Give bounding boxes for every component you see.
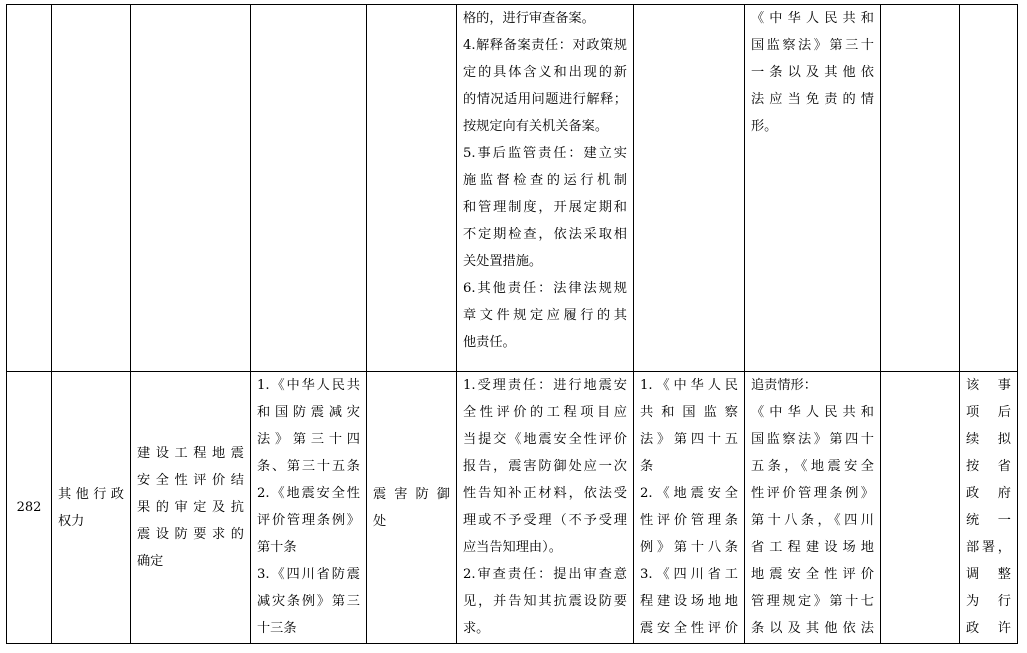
text-line: 和管理制度，开展定期和: [463, 200, 627, 215]
responsibility-table: [6, 4, 1018, 644]
text-line: 他责任。: [463, 335, 516, 350]
text-line: 1.受理责任：进行地震安: [463, 378, 627, 393]
item-cell: [131, 372, 251, 644]
text-line: 2.《地震安全性: [257, 486, 360, 501]
text-line: 性评价管理条例》: [751, 486, 874, 501]
text-line: 按省: [966, 459, 1011, 474]
text-line: 项后: [966, 405, 1011, 420]
text-line: 震设防要求的: [137, 527, 244, 542]
text-line: 2.《地震安全: [640, 486, 738, 501]
item-cell: [131, 5, 251, 372]
category-text: [52, 481, 130, 535]
text-line: 全性评价的工程项目应: [463, 405, 627, 420]
text-line: 6.其他责任：法律法规规: [463, 281, 627, 296]
text-line: 减灾条例》第三: [257, 594, 360, 609]
basis-cell: [251, 5, 367, 372]
responsibility-basis-cell: [634, 5, 745, 372]
text-line: 其他行政: [58, 486, 124, 502]
text-line: 共和国监察: [640, 405, 738, 420]
text-line: 1.《中华人民: [640, 378, 738, 393]
text-line: 确定: [137, 554, 164, 569]
text-line: 施监督检查的运行机制: [463, 173, 627, 188]
text-line: 1.《中华人民共: [257, 378, 360, 393]
text-line: 不定期检查，依法采取相: [463, 227, 627, 242]
other-cell: [881, 5, 960, 372]
text-line: 法应当免责的情: [751, 92, 874, 107]
text-line: 第十八条，《四川: [751, 513, 874, 528]
text-line: 省工程建设场地: [751, 540, 874, 555]
category-cell: [52, 5, 131, 372]
other-cell: [881, 372, 960, 644]
text-line: 评价管理条例》: [257, 513, 360, 528]
text-line: 形。: [751, 119, 778, 134]
text-line: 3.《四川省防震: [257, 567, 360, 582]
text-line: 按规定向有关机关备案。: [463, 119, 609, 134]
department-cell: [367, 372, 457, 644]
text-line: 法》第三十四: [257, 432, 360, 447]
text-line: 地震安全性评价: [751, 567, 874, 582]
responsibility-basis-cell: [634, 372, 745, 644]
text-line: 报告，震害防御处应一次: [463, 459, 627, 474]
responsibility-text: [457, 372, 633, 642]
text-line: 部署，: [966, 540, 1011, 555]
text-line: 管理规定》第十七: [751, 594, 874, 609]
text-line: 求。: [463, 621, 490, 636]
basis-text: [251, 372, 366, 642]
basis-cell: [251, 372, 367, 644]
text-line: 国监察法》第三十: [751, 38, 874, 53]
text-line: 为行: [966, 594, 1011, 609]
text-line: 震安全性评价: [640, 621, 738, 636]
text-line: 十三条: [257, 621, 297, 636]
text-line: 政府: [966, 486, 1011, 501]
accountability-text: [745, 5, 880, 140]
remark-cell: [960, 5, 1018, 372]
text-line: 关处置措施。: [463, 254, 543, 269]
accountability-cell: [745, 5, 881, 372]
text-line: 处: [373, 513, 387, 529]
text-line: 4.解释备案责任：对政策规: [463, 38, 627, 53]
text-line: 和国防震减灾: [257, 405, 360, 420]
text-line: 一条以及其他依: [751, 65, 874, 80]
remark-text: [960, 372, 1017, 642]
department-cell: [367, 5, 457, 372]
text-line: 程建设场地地: [640, 594, 738, 609]
text-line: 条: [640, 459, 654, 474]
text-line: 调整: [966, 567, 1011, 582]
text-line: 条以及其他依法: [751, 621, 874, 636]
item-text: [131, 440, 250, 575]
text-line: 5.事后监管责任：建立实: [463, 146, 627, 161]
text-line: 果的审定及抗: [137, 500, 244, 515]
category-cell: [52, 372, 131, 644]
text-line: 续拟: [966, 432, 1011, 447]
responsibility-basis-text: [634, 372, 744, 642]
table-row-282: [7, 372, 1018, 644]
text-line: 统一: [966, 513, 1011, 528]
text-line: 追责情形：: [751, 378, 817, 393]
text-line: 五条，《地震安全: [751, 459, 874, 474]
text-line: 2.审查责任：提出审查意: [463, 567, 627, 582]
text-line: 性告知补正材料，依法受: [463, 486, 627, 501]
row-number: 282: [16, 500, 42, 515]
remark-cell: [960, 372, 1018, 644]
text-line: 条、第三十五条: [257, 459, 360, 474]
text-line: 权力: [58, 513, 85, 529]
text-line: 当提交《地震安全性评价: [463, 432, 627, 447]
text-line: 性评价管理条: [640, 513, 738, 528]
text-line: 格的，进行审查备案。: [463, 11, 595, 26]
accountability-cell: [745, 372, 881, 644]
text-line: 该事: [966, 378, 1011, 393]
text-line: 法》第四十五: [640, 432, 738, 447]
department-text: [367, 481, 456, 535]
text-line: 的情况适用问题进行解释；: [463, 92, 627, 107]
text-line: 第十条: [257, 540, 297, 555]
text-line: 章文件规定应履行的其: [463, 308, 627, 323]
text-line: 国监察法》第四十: [751, 432, 874, 447]
responsibility-text: [457, 5, 633, 356]
number-cell: [7, 372, 52, 644]
number-cell: [7, 5, 52, 372]
text-line: 理或不予受理（不予受理: [463, 513, 627, 528]
text-line: 例》第十八条: [640, 540, 738, 555]
responsibility-cell: [457, 372, 634, 644]
text-line: 建设工程地震: [137, 446, 244, 461]
text-line: 定的具体含义和出现的新: [463, 65, 627, 80]
responsibility-cell: [457, 5, 634, 372]
accountability-text: [745, 372, 880, 642]
table-row-continued: [7, 5, 1018, 372]
text-line: 安全性评价结: [137, 473, 244, 488]
text-line: 震害防御: [373, 486, 450, 502]
text-line: 见，并告知其抗震设防要: [463, 594, 627, 609]
text-line: 应当告知理由）。: [463, 540, 562, 555]
text-line: 政许: [966, 621, 1011, 636]
text-line: 《中华人民共和: [751, 11, 874, 26]
text-line: 3.《四川省工: [640, 567, 738, 582]
text-line: 《中华人民共和: [751, 405, 874, 420]
